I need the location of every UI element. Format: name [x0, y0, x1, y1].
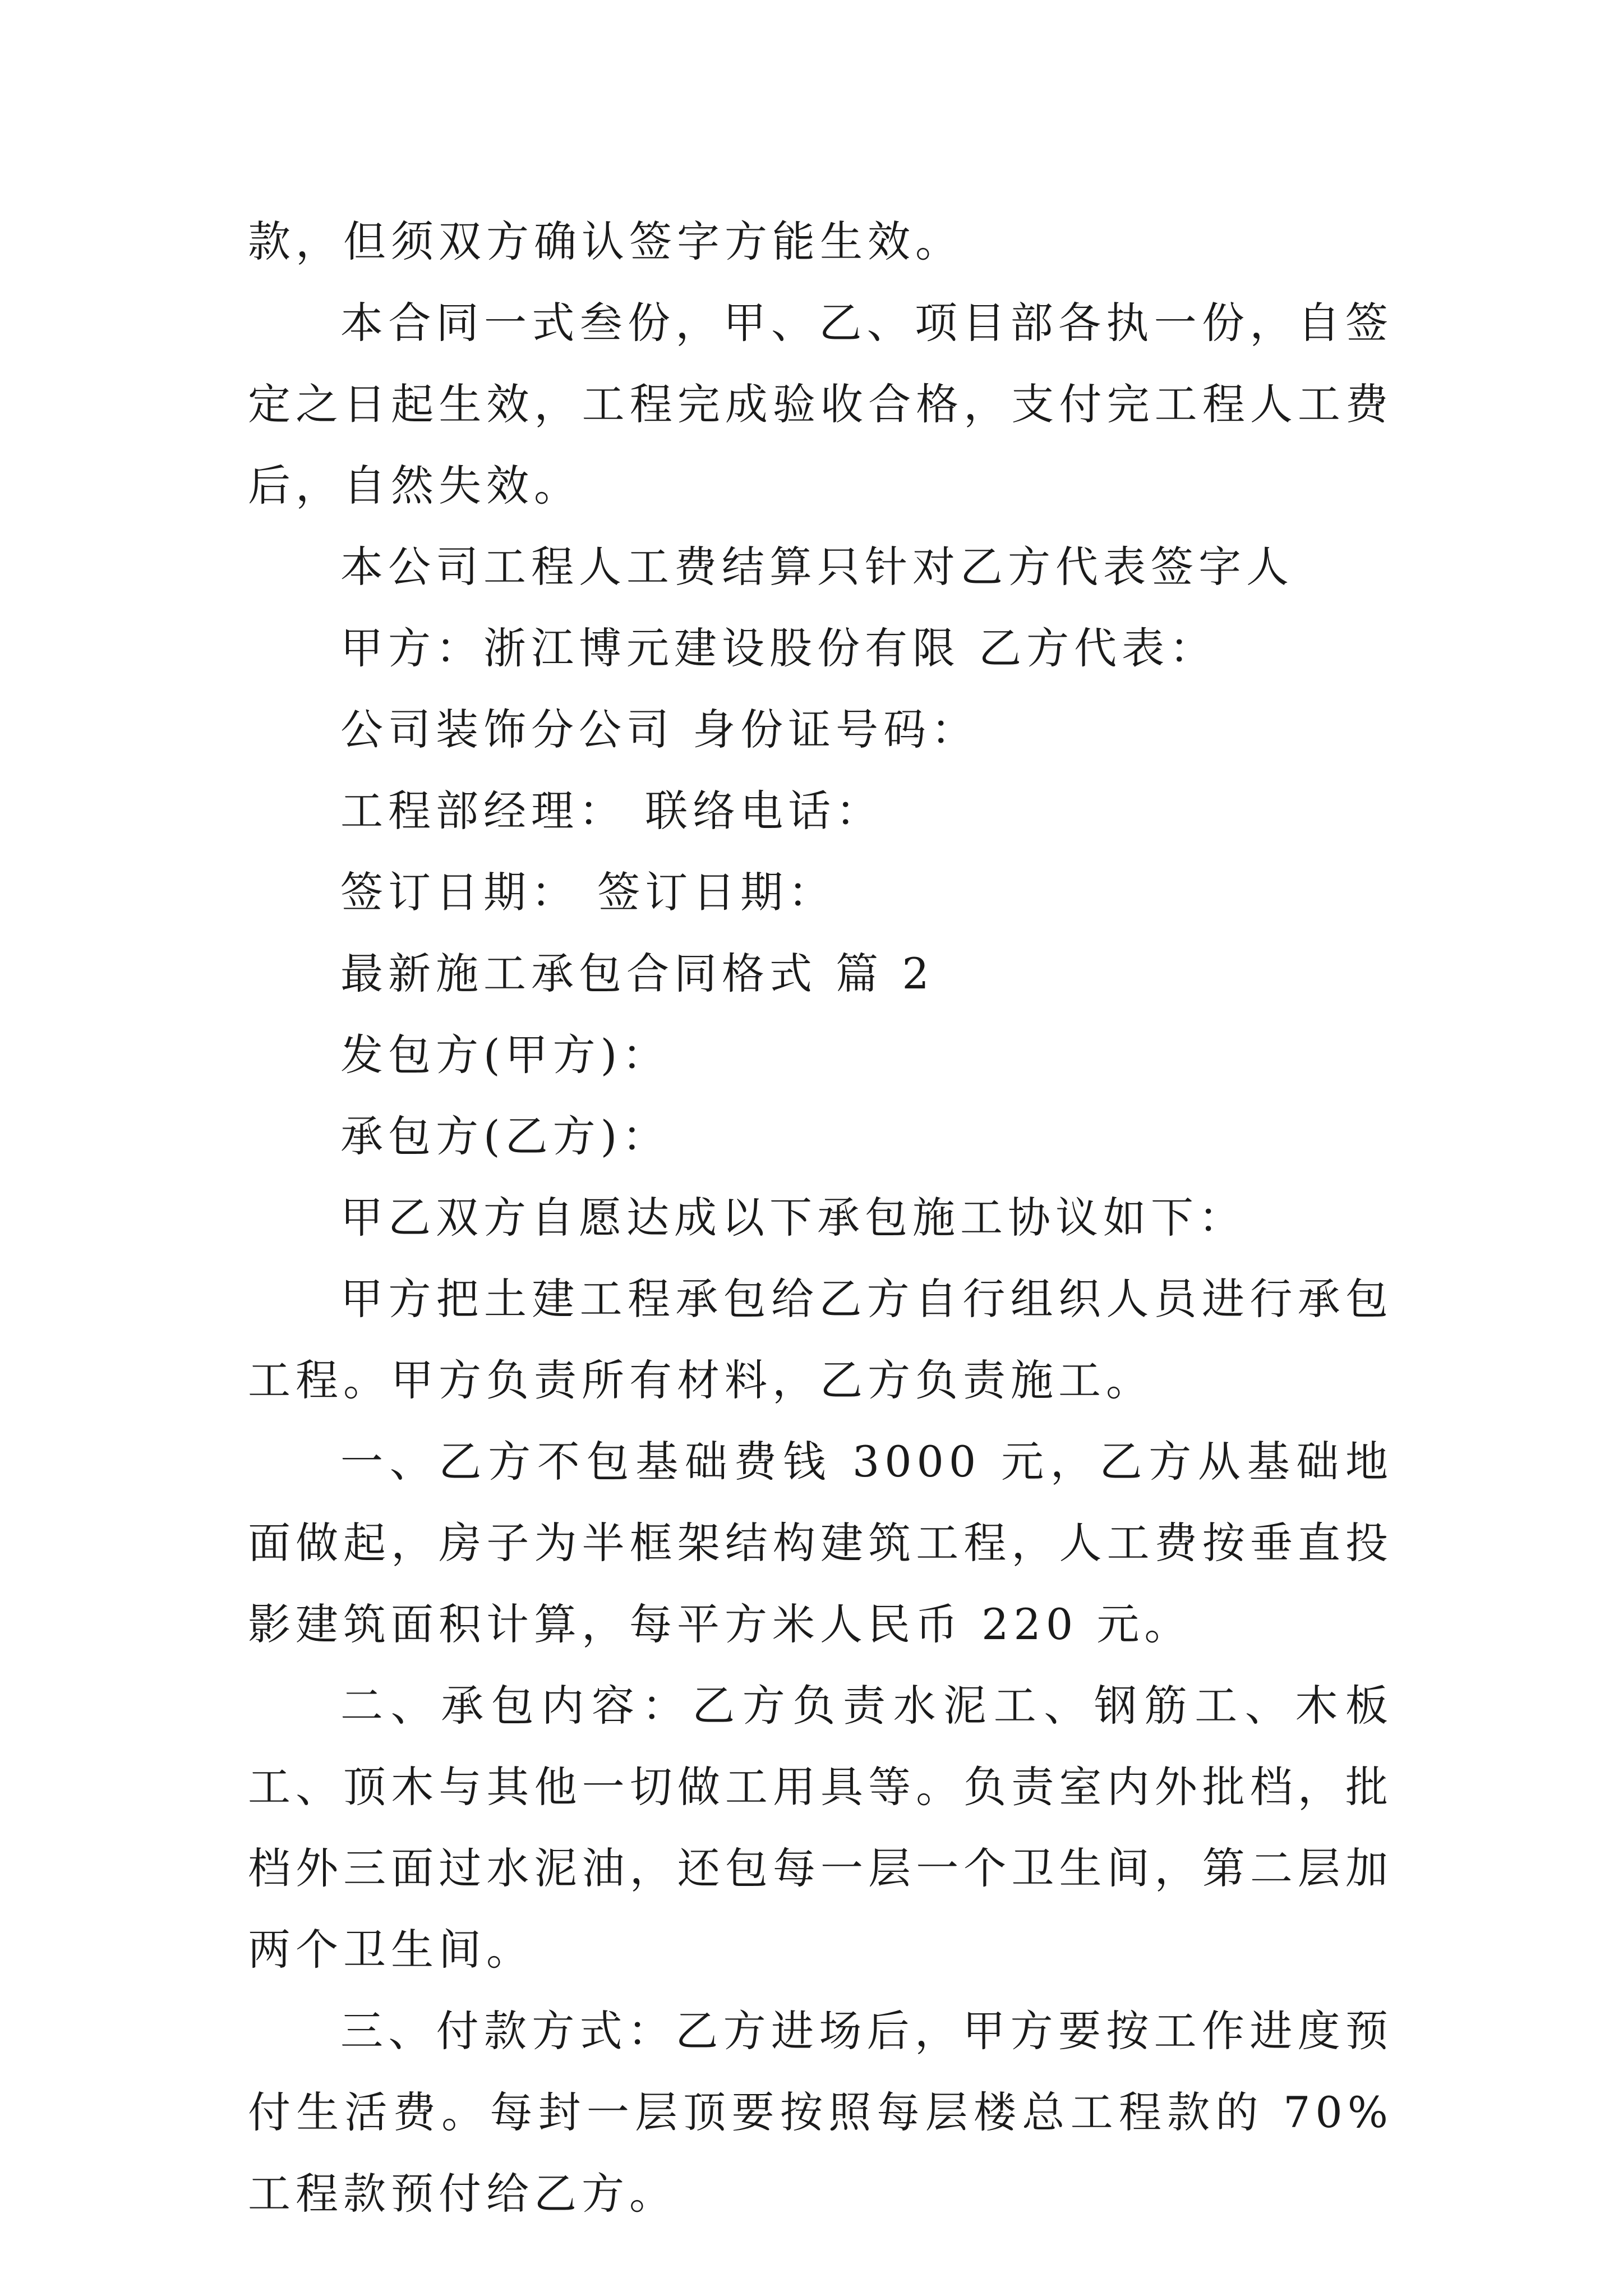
- signature-line-dates: 签订日期： 签订日期：: [340, 867, 836, 917]
- paragraph-effect-clause: 款，但须双方确认签字方能生效。: [248, 217, 963, 266]
- paragraph-scope: 甲方把土建工程承包给乙方自行组织人员进行承包工程。甲方负责所有材料，乙方负责施工。: [248, 1274, 1393, 1405]
- section-heading: 最新施工承包合同格式 篇 2: [340, 949, 934, 999]
- clause-three: 三、付款方式：乙方进场后，甲方要按工作进度预付生活费。每封一层顶要按照每层楼总工程款的 70%工程款预付给乙方。: [248, 2006, 1393, 2219]
- paragraph-settlement-note: 本公司工程人工费结算只针对乙方代表签字人: [340, 542, 1294, 592]
- signature-line-party-a: 甲方：浙江博元建设股份有限 乙方代表：: [340, 623, 1218, 673]
- signature-line-manager: 工程部经理： 联络电话：: [340, 786, 884, 836]
- clause-one: 一、乙方不包基础费钱 3000 元，乙方从基础地面做起，房子为半框架结构建筑工程，人工费按垂直投影建筑面积计算，每平方米人民币 220 元。: [248, 1437, 1393, 1649]
- document-body: [248, 201, 1393, 2234]
- agreement-intro: 甲乙双方自愿达成以下承包施工协议如下：: [340, 1193, 1246, 1243]
- clause-two: 二、承包内容：乙方负责水泥工、钢筋工、木板工、顶木与其他一切做工用具等。负责室内外批档，批档外三面过水泥油，还包每一层一个卫生间，第二层加两个卫生间。: [248, 1681, 1393, 1975]
- party-b-line: 承包方(乙方)：: [340, 1111, 670, 1161]
- signature-line-company: 公司装饰分公司 身份证号码：: [340, 705, 979, 754]
- paragraph-copies-clause: 本合同一式叁份，甲、乙、项目部各执一份，自签定之日起生效，工程完成验收合格，支付完工程人工费后，自然失效。: [248, 298, 1393, 510]
- party-a-line: 发包方(甲方)：: [340, 1030, 670, 1080]
